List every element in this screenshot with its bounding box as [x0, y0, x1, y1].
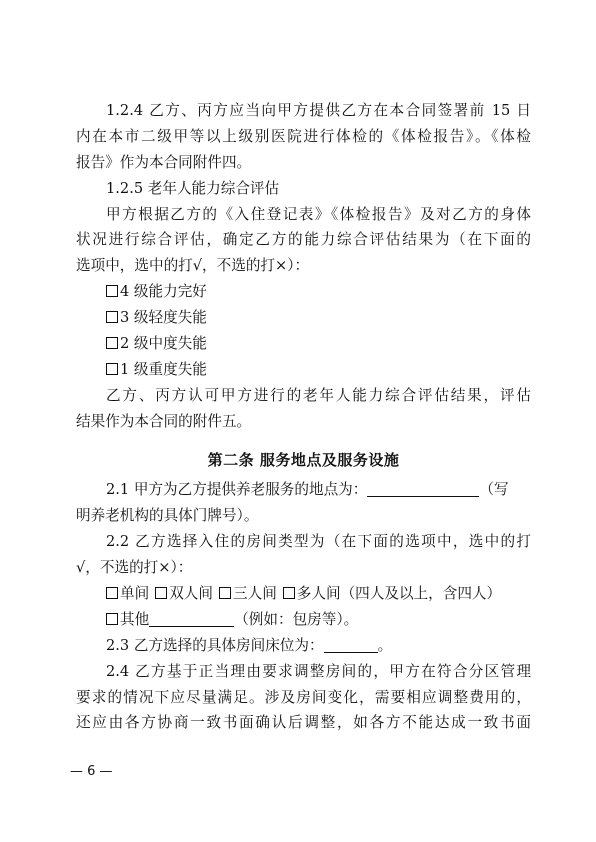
room-option-multi	[283, 585, 501, 602]
option-label: 2 级中度失能	[120, 335, 207, 353]
clause-2-1-line-1	[76, 477, 531, 503]
checkbox[interactable]	[106, 311, 118, 323]
clause-2-3-line	[76, 633, 531, 659]
assessment-option-level-1	[76, 357, 531, 383]
assessment-option-level-2	[76, 331, 531, 357]
checkbox[interactable]	[106, 613, 118, 625]
assessment-option-level-4	[76, 279, 531, 305]
checkbox[interactable]	[106, 363, 118, 375]
clause-1-2-4-line-2: 内在本市二级甲等以上级别医院进行体检的《体检报告》。《体检	[76, 127, 531, 145]
room-other-blank[interactable]	[149, 612, 234, 627]
room-option-triple	[219, 585, 277, 602]
clause-2-2-line-1: 2.2 乙方选择入住的房间类型为（在下面的选项中，选中的打	[106, 533, 531, 551]
room-option-double	[155, 585, 213, 602]
room-other-note: （例如：包房等）。	[234, 610, 359, 628]
bed-number-blank[interactable]	[324, 638, 378, 653]
clause-2-4-line-3: 还应由各方协商一致书面确认后调整，如各方不能达成一致书面	[76, 714, 531, 732]
clause-1-2-5-line-2: 状况进行综合评估，确定乙方的能力综合评估结果为（在下面的	[76, 231, 531, 249]
room-type-options	[76, 581, 531, 607]
service-address-blank[interactable]	[367, 482, 479, 497]
clause-2-1-text: 2.1 甲方为乙方提供养老服务的地点为：	[106, 481, 368, 499]
option-label: 3 级轻度失能	[120, 309, 207, 327]
clause-1-2-5-para2-line-2: 结果作为本合同的附件五。	[76, 412, 252, 430]
clause-1-2-4-line-3: 报告》作为本合同附件四。	[76, 153, 252, 171]
option-label: 单间	[120, 584, 150, 602]
clause-1-2-5-para2-line-1: 乙方、丙方认可甲方进行的老年人能力综合评估结果，评估	[106, 386, 531, 404]
checkbox[interactable]	[155, 587, 167, 599]
clause-2-2-line-2: √，不选的打×）：	[76, 559, 193, 577]
clause-2-1-tail: （写	[479, 481, 509, 499]
room-option-other-line	[76, 607, 531, 633]
clause-1-2-4-line-1: 1.2.4 乙方、丙方应当向甲方提供乙方在本合同签署前 15 日	[106, 102, 531, 119]
option-label: 4 级能力完好	[120, 283, 207, 301]
clause-2-4-line-2: 要求的情况下应尽量满足。涉及房间变化，需要相应调整费用的，	[76, 688, 531, 706]
option-label: 其他	[120, 610, 150, 628]
article-2-heading: 第二条 服务地点及服务设施	[207, 451, 400, 470]
option-label: 双人间	[169, 584, 213, 602]
clause-1-2-5-line-1: 甲方根据乙方的《入住登记表》《体检报告》及对乙方的身体	[106, 205, 531, 223]
clause-2-4-line-1: 2.4 乙方基于正当理由要求调整房间的，甲方在符合分区管理	[106, 662, 531, 680]
page-number: — 6 —	[70, 764, 113, 779]
assessment-option-level-3	[76, 305, 531, 331]
checkbox[interactable]	[219, 587, 231, 599]
clause-2-3-tail: 。	[377, 636, 393, 654]
clause-1-2-5-title: 1.2.5 老年人能力综合评估	[106, 179, 280, 197]
clause-2-1-line-2: 明养老机构的具体门牌号）。	[76, 507, 259, 525]
option-label: 三人间	[233, 584, 277, 602]
checkbox[interactable]	[283, 587, 295, 599]
option-label: 1 级重度失能	[120, 360, 207, 378]
clause-2-3-text: 2.3 乙方选择的具体房间床位为：	[106, 636, 324, 654]
option-label: 多人间（四人及以上，含四人）	[296, 584, 502, 602]
checkbox[interactable]	[106, 587, 118, 599]
checkbox[interactable]	[106, 285, 118, 297]
checkbox[interactable]	[106, 337, 118, 349]
page-content	[76, 98, 531, 736]
clause-1-2-5-line-3: 选项中，选中的打√，不选的打×）：	[76, 257, 310, 275]
room-option-single	[106, 585, 149, 602]
